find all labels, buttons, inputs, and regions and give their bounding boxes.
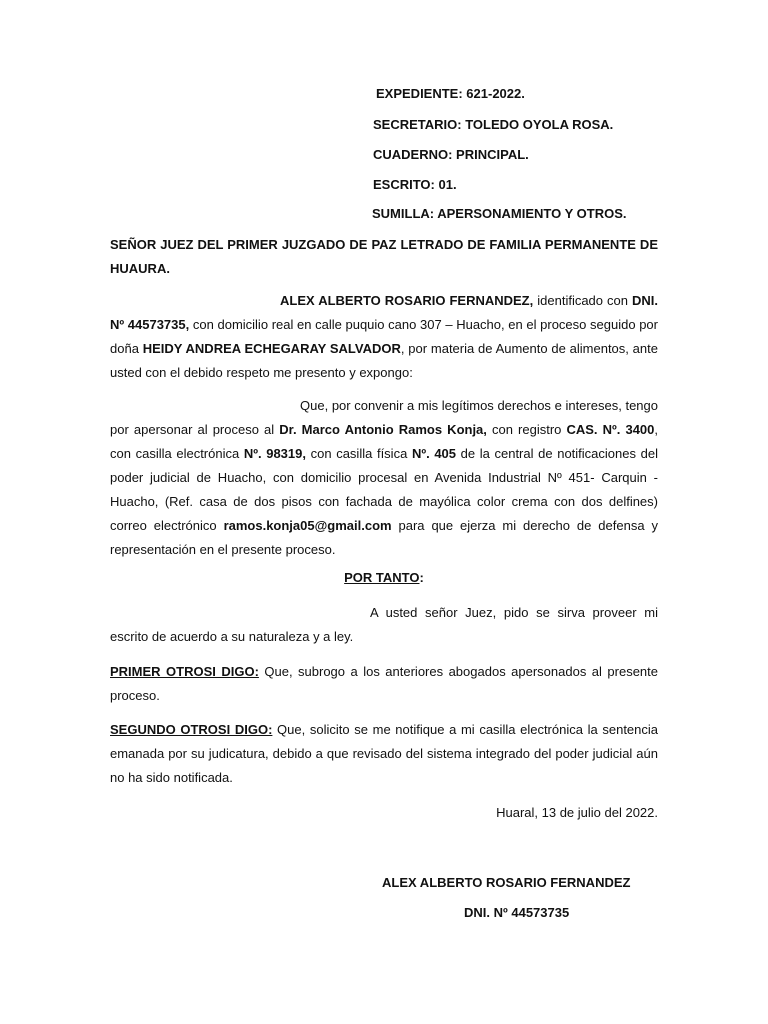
segundo-otrosi-text: Que, solicito se me notifique a mi casilla electrónica la sentencia emanada por su judicatura, debido a que revisado del sistema integrado del poder judicial aún no ha sido notificada. xyxy=(110,722,659,785)
body-text-1: Que, por convenir a mis legítimos derechos e intereses, tengo por apersonar al proceso al xyxy=(110,398,658,437)
por-tanto-colon: : xyxy=(419,570,424,585)
por-tanto-label: POR TANTO xyxy=(344,570,420,585)
secretario-line: SECRETARIO: TOLEDO OYOLA ROSA. xyxy=(373,117,614,132)
petitioner-name: ALEX ALBERTO ROSARIO FERNANDEZ, xyxy=(280,293,534,308)
date-line: Huaral, 13 de julio del 2022. xyxy=(496,805,658,820)
counterparty-name: HEIDY ANDREA ECHEGARAY SALVADOR xyxy=(142,341,401,356)
intro-text-2: con domicilio real en calle puquio cano 307 – Huacho, en el proceso seguido por doña xyxy=(110,317,658,356)
physical-box: Nº. 405 xyxy=(411,446,457,461)
por-tanto-paragraph xyxy=(110,601,658,649)
por-tanto-heading xyxy=(110,570,658,585)
signature-dni: DNI. Nº 44573735 xyxy=(464,905,570,920)
body-text-4: con casilla física xyxy=(305,446,412,461)
electronic-box: Nº. 98319, xyxy=(243,446,306,461)
primer-otrosi-label: PRIMER OTROSI DIGO: xyxy=(110,664,259,679)
cuaderno-line: CUADERNO: PRINCIPAL. xyxy=(373,147,529,162)
segundo-otrosi-paragraph xyxy=(110,718,658,790)
intro-text-1: identificado con xyxy=(533,293,632,308)
expediente-line: EXPEDIENTE: 621-2022. xyxy=(376,86,525,101)
addressee: SEÑOR JUEZ DEL PRIMER JUZGADO DE PAZ LETRADO DE FAMILIA PERMANENTE DE HUAURA. xyxy=(110,237,658,276)
sumilla-line: SUMILLA: APERSONAMIENTO Y OTROS. xyxy=(372,206,627,221)
lawyer-name: Dr. Marco Antonio Ramos Konja, xyxy=(279,422,487,437)
signature-name: ALEX ALBERTO ROSARIO FERNANDEZ xyxy=(382,875,631,890)
escrito-line: ESCRITO: 01. xyxy=(373,177,457,192)
intro-text-3: , por materia de Aumento de alimentos, ante usted con el debido respeto me presento y expongo: xyxy=(110,341,658,380)
body-text-2: con registro xyxy=(486,422,567,437)
body-text-5: de la central de notificaciones del poder judicial de Huacho, con domicilio procesal en Avenida Industrial Nº 451- Carquin - Huacho, (Ref. casa de dos pisos con fachada de mayólica color crema con dos delfines) correo electrónico xyxy=(110,446,658,533)
primer-otrosi-text: Que, subrogo a los anteriores abogados apersonados al presente proceso. xyxy=(110,664,658,703)
body-paragraph xyxy=(110,394,658,562)
por-tanto-text: A usted señor Juez, pido se sirva proveer mi escrito de acuerdo a su naturaleza y a ley. xyxy=(110,605,658,644)
primer-otrosi-paragraph xyxy=(110,660,658,708)
body-text-3: , con casilla electrónica xyxy=(110,422,659,461)
body-text-6: para que ejerza mi derecho de defensa y representación en el presente proceso. xyxy=(110,518,658,557)
cas-number: CAS. Nº. 3400 xyxy=(566,422,655,437)
segundo-otrosi-label: SEGUNDO OTROSI DIGO: xyxy=(110,722,273,737)
lawyer-email: ramos.konja05@gmail.com xyxy=(223,518,392,533)
petitioner-dni: DNI. Nº 44573735, xyxy=(110,293,658,332)
intro-paragraph xyxy=(110,289,658,385)
